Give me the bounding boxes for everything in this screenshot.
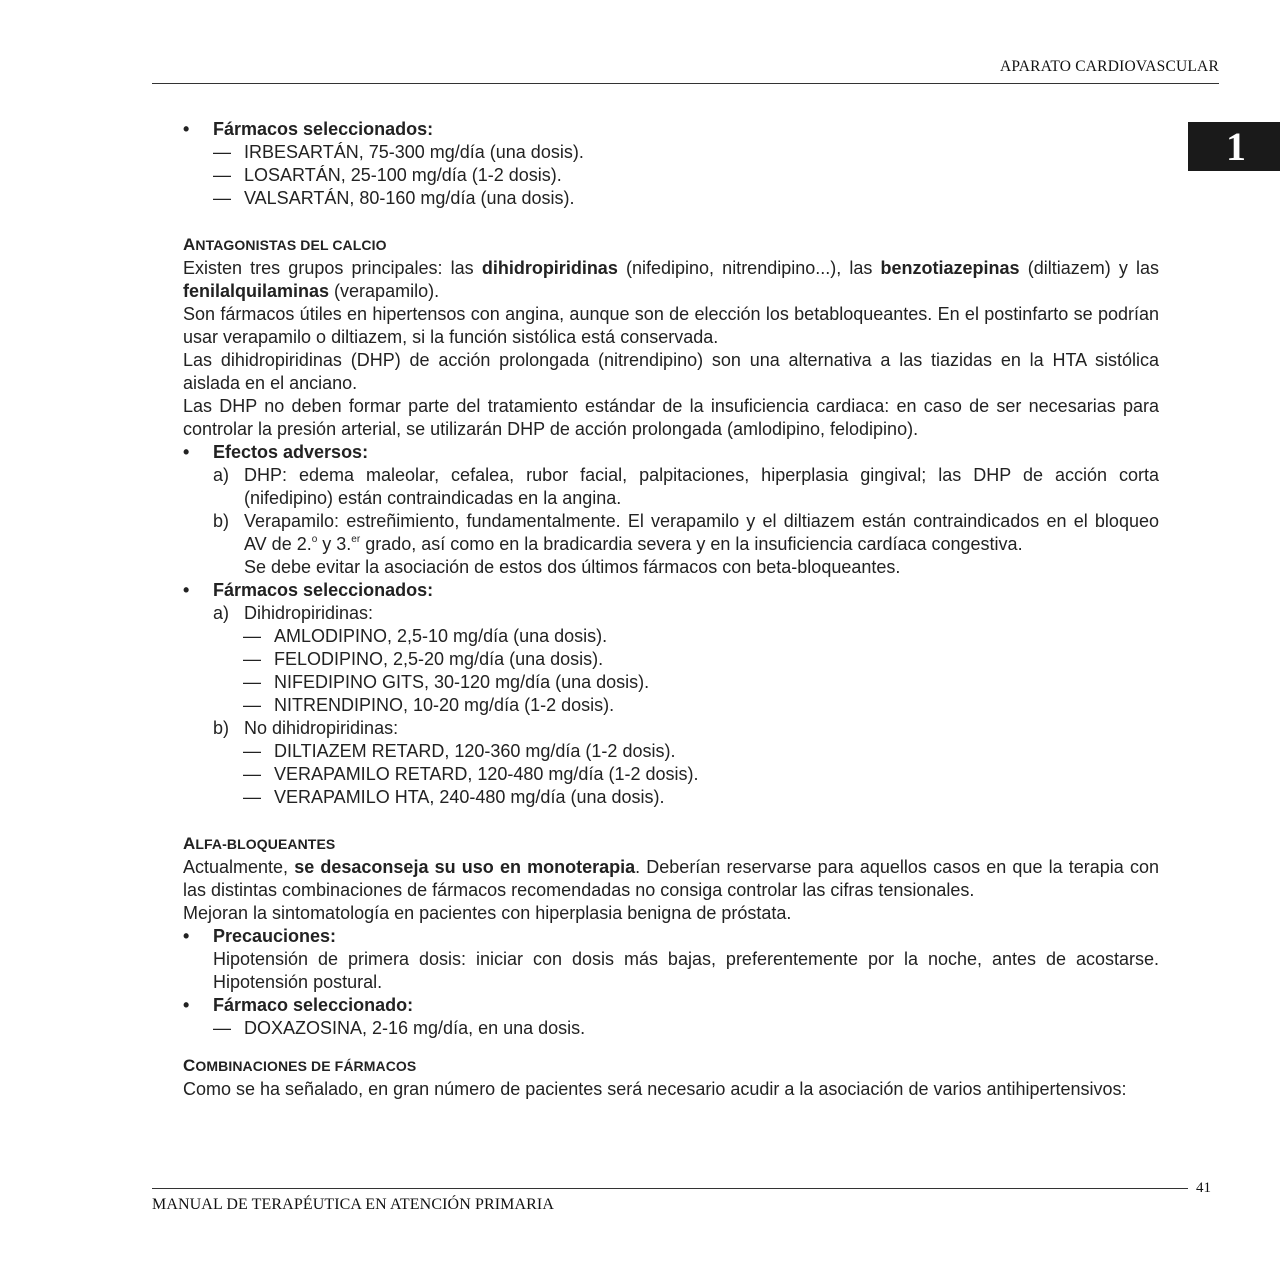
drug-item: [183, 671, 1159, 694]
dash-icon: —: [243, 741, 261, 761]
bullet-icon: •: [183, 926, 190, 946]
list-marker: b): [213, 511, 230, 531]
section-heading-alpha-blockers: [183, 832, 1159, 856]
bullet-heading: Fármacos seleccionados:: [213, 119, 434, 139]
adverse-note: Se debe evitar la asociación de estos dos últimos fármacos con beta-bloqueantes.: [244, 557, 901, 577]
alpha-paragraph-2: Mejoran la sintomatología en pacientes con hiperplasia benigna de próstata.: [183, 903, 792, 923]
dash-icon: —: [243, 787, 261, 807]
dash-icon: —: [213, 142, 231, 162]
dash-icon: —: [213, 1018, 231, 1038]
dash-icon: —: [243, 764, 261, 784]
section-heading-calcium-antagonists: [183, 233, 1159, 257]
drug-item: [183, 164, 1159, 187]
running-header: APARATO CARDIOVASCULAR: [999, 58, 1219, 75]
footer-divider: [152, 1188, 1188, 1189]
heading-rest: OMBINACIONES DE FÁRMACOS: [195, 1058, 417, 1074]
dash-icon: —: [243, 672, 261, 692]
dash-icon: —: [243, 695, 261, 715]
bullet-icon: •: [183, 995, 190, 1015]
alpha-intro-paragraph: Actualmente, se desaconseja su uso en monoterapia. Deberían reservarse para aquellos casos en que la terapia con las distintas combinaciones de fármacos recomendadas no consiga controlar las cifras tensionales.: [183, 857, 1159, 900]
adverse-item-b: b) Verapamilo: estreñimiento, fundamentalmente. El verapamilo y el diltiazem están contraindicados en el bloqueo AV de 2.$^o$ y 3.$^{er}$ grado, así como en la bradicardia severa y en la insuficiencia cardíaca congestiva.: [213, 511, 1159, 554]
calcium-paragraph-3: Las dihidropiridinas (DHP) de acción prolongada (nitrendipino) son una alternativa a las tiazidas en la HTA sistólica aislada en el anciano.: [183, 350, 1159, 393]
bullet-icon: •: [183, 580, 190, 600]
drug-text: FELODIPINO, 2,5-20 mg/día (una dosis).: [274, 649, 604, 669]
heading-initial: A: [183, 834, 196, 853]
drug-item: [183, 763, 1159, 786]
footer-book-title: MANUAL DE TERAPÉUTICA EN ATENCIÓN PRIMARIA: [152, 1196, 554, 1213]
heading-initial: C: [183, 1056, 196, 1075]
page-number: 41: [1196, 1180, 1211, 1196]
drug-item: [183, 648, 1159, 671]
drug-text: AMLODIPINO, 2,5-10 mg/día (una dosis).: [274, 626, 608, 646]
bullet-precautions: [183, 925, 1159, 948]
drug-group-a: [183, 602, 1159, 625]
bullet-adverse-effects: [183, 441, 1159, 464]
drug-item: [183, 187, 1159, 210]
bullet-selected-drugs-ara2: [183, 118, 1159, 141]
drug-text: NITRENDIPINO, 10-20 mg/día (1-2 dosis).: [274, 695, 615, 715]
bullet-icon: •: [183, 119, 190, 139]
calcium-intro-paragraph: Existen tres grupos principales: las dihidropiridinas (nifedipino, nitrendipino...), las benzotiazepinas (diltiazem) y las fenilalquilaminas (verapamilo).: [183, 258, 1159, 301]
group-label: Dihidropiridinas:: [244, 603, 374, 623]
bullet-heading: Precauciones:: [213, 926, 337, 946]
heading-rest: NTAGONISTAS DEL CALCIO: [195, 237, 387, 253]
dash-icon: —: [213, 165, 231, 185]
drug-item: [183, 1017, 1159, 1040]
chapter-tab: 1: [1188, 122, 1280, 171]
drug-text: IRBESARTÁN, 75-300 mg/día (una dosis).: [244, 142, 584, 162]
adverse-item-a: [183, 464, 1159, 510]
drug-item: [183, 141, 1159, 164]
drug-item: [183, 694, 1159, 717]
dash-icon: —: [213, 188, 231, 208]
list-text: DHP: edema maleolar, cefalea, rubor facial, palpitaciones, hiperplasia gingival; las DHP de acción corta (nifedipino) están contraindicadas en la angina.: [244, 465, 1159, 508]
calcium-paragraph-2: Son fármacos útiles en hipertensos con angina, aunque son de elección los betabloqueantes. En el postinfarto se podrían usar verapamilo o diltiazem, si la función sistólica está conservada.: [183, 304, 1159, 347]
page-body: [183, 118, 1159, 1101]
header-divider: [152, 83, 1219, 84]
dash-icon: —: [243, 626, 261, 646]
group-label: No dihidropiridinas:: [244, 718, 399, 738]
list-marker: a): [213, 603, 230, 623]
calcium-paragraph-4: Las DHP no deben formar parte del tratamiento estándar de la insuficiencia cardiaca: en caso de ser necesarias para controlar la presión arterial, se utilizarán DHP de acción prolongada (amlodipino, felodipino).: [183, 396, 1159, 439]
drug-item: [183, 625, 1159, 648]
section-heading-combinations: [183, 1054, 1159, 1078]
drug-text: NIFEDIPINO GITS, 30-120 mg/día (una dosis).: [274, 672, 650, 692]
precautions-text: Hipotensión de primera dosis: iniciar con dosis más bajas, preferentemente por la noche, antes de acostarse. Hipotensión postural.: [213, 949, 1159, 992]
dash-icon: —: [243, 649, 261, 669]
list-marker: a): [213, 465, 230, 485]
list-marker: b): [213, 718, 230, 738]
drug-text: VALSARTÁN, 80-160 mg/día (una dosis).: [244, 188, 575, 208]
bullet-heading: Efectos adversos:: [213, 442, 369, 462]
drug-text: DOXAZOSINA, 2-16 mg/día, en una dosis.: [244, 1018, 586, 1038]
drug-text: VERAPAMILO HTA, 240-480 mg/día (una dosis).: [274, 787, 665, 807]
drug-item: [183, 786, 1159, 809]
heading-rest: LFA-BLOQUEANTES: [195, 836, 336, 852]
drug-item: [183, 740, 1159, 763]
bullet-selected-drugs-calcium: [183, 579, 1159, 602]
heading-initial: A: [183, 235, 196, 254]
drug-group-b: [183, 717, 1159, 740]
bullet-icon: •: [183, 442, 190, 462]
bullet-heading: Fármacos seleccionados:: [213, 580, 434, 600]
bullet-selected-drug-alpha: [183, 994, 1159, 1017]
bullet-heading: Fármaco seleccionado:: [213, 995, 414, 1015]
drug-text: VERAPAMILO RETARD, 120-480 mg/día (1-2 dosis).: [274, 764, 699, 784]
combinations-intro-paragraph: Como se ha señalado, en gran número de pacientes será necesario acudir a la asociación de varios antihipertensivos:: [183, 1079, 1127, 1099]
drug-text: LOSARTÁN, 25-100 mg/día (1-2 dosis).: [244, 165, 562, 185]
drug-text: DILTIAZEM RETARD, 120-360 mg/día (1-2 dosis).: [274, 741, 676, 761]
